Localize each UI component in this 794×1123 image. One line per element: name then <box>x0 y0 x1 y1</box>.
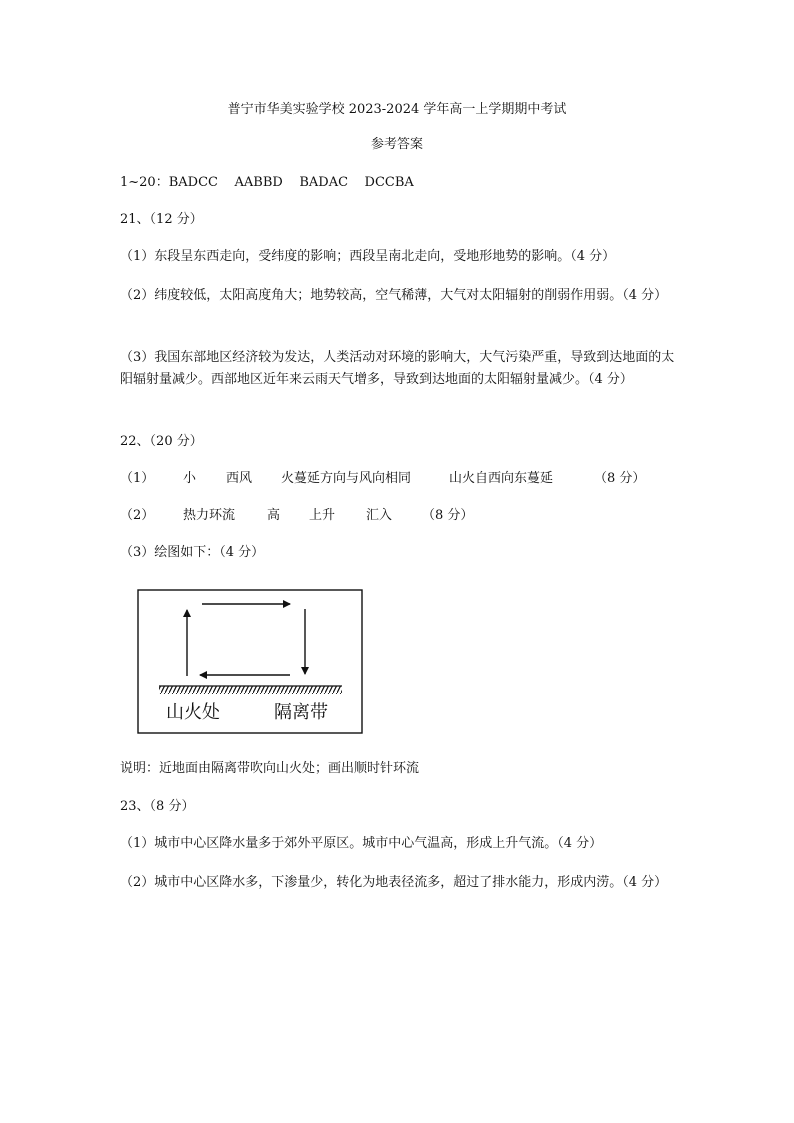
q22-row1-answer-b: 西风 <box>226 471 253 486</box>
label-firebreak: 隔离带 <box>274 702 328 723</box>
q22-row1-num: （1） <box>120 471 155 486</box>
q22-row1-answer-c: 火蔓延方向与风向相同 <box>281 471 412 486</box>
q22-heading: 22、（20 分） <box>120 434 203 449</box>
q22-part3: （3）绘图如下：（4 分） <box>120 545 265 560</box>
q22-note: 说明：近地面由隔离带吹向山火处；画出顺时针环流 <box>120 761 420 776</box>
q22-row2-answer-b: 高 <box>267 508 281 523</box>
q22-row2-answer-c: 上升 <box>309 508 336 523</box>
q22-row2-num: （2） <box>120 508 155 523</box>
q23-part1: （1）城市中心区降水量多于郊外平原区。城市中心气温高，形成上升气流。（4 分） <box>120 836 603 851</box>
q22-row1-score: （8 分） <box>594 471 646 486</box>
q22-row1-answer-d: 山火自西向东蔓延 <box>449 471 554 486</box>
circulation-diagram <box>137 589 363 734</box>
q22-row1-answer-a: 小 <box>183 471 197 486</box>
multiple-choice-answers: 1~20：BADCC AABBD BADAC DCCBA <box>120 175 414 190</box>
q21-part2: （2）纬度较低，太阳高度角大；地势较高，空气稀薄，大气对太阳辐射的削弱作用弱。（4 分） <box>120 288 668 303</box>
ground-hatch <box>159 686 342 694</box>
q22-row2-answer-a: 热力环流 <box>183 508 236 523</box>
page-subtitle: 参考答案 <box>370 137 423 152</box>
q21-heading: 21、（12 分） <box>120 212 203 227</box>
q23-part2: （2）城市中心区降水多，下渗量少，转化为地表径流多，超过了排水能力，形成内涝。（4 分） <box>120 875 668 890</box>
q22-row2-answer-d: 汇入 <box>366 508 393 523</box>
q21-part1: （1）东段呈东西走向，受纬度的影响；西段呈南北走向，受地形地势的影响。（4 分） <box>120 249 616 264</box>
q23-heading: 23、（8 分） <box>120 799 195 814</box>
page-title: 普宁市华美实验学校 2023-2024 学年高一上学期期中考试 <box>227 102 567 117</box>
label-mountain-fire: 山火处 <box>166 702 220 723</box>
q22-row2-score: （8 分） <box>422 508 474 523</box>
q21-part3: （3）我国东部地区经济较为发达，人类活动对环境的影响大，大气污染严重，导致到达地面的太阳辐射量减少。西部地区近年来云雨天气增多，导致到达地面的太阳辐射量减少。（4 分） <box>120 350 675 387</box>
